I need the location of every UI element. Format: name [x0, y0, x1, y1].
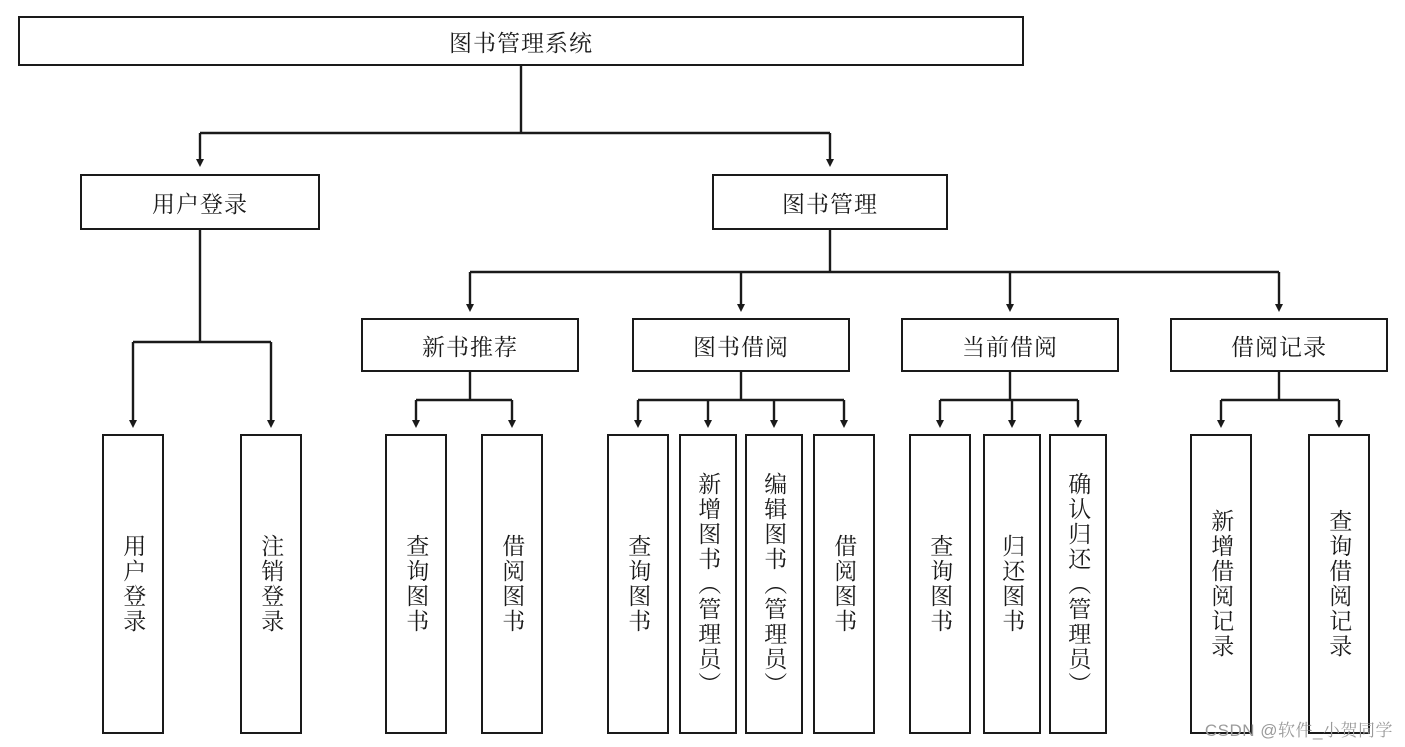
node-book-manage-label: 图书管理 [782, 190, 878, 217]
node-leaf-confirm-return-label: 确认归还（管理员） [1065, 471, 1092, 697]
node-leaf-borrow-book-1-label: 借阅图书 [499, 534, 526, 634]
node-leaf-logout[interactable] [240, 434, 302, 734]
node-leaf-query-record-label: 查询借阅记录 [1326, 509, 1353, 659]
node-root[interactable] [18, 16, 1024, 66]
node-leaf-confirm-return[interactable] [1049, 434, 1107, 734]
node-user-login[interactable] [80, 174, 320, 230]
node-leaf-query-book-3-label: 查询图书 [927, 534, 954, 634]
node-borrow-record[interactable] [1170, 318, 1388, 372]
node-leaf-borrow-book-1[interactable] [481, 434, 543, 734]
node-leaf-query-book-1[interactable] [385, 434, 447, 734]
node-leaf-edit-book-label: 编辑图书（管理员） [761, 471, 788, 697]
node-leaf-add-book[interactable] [679, 434, 737, 734]
node-new-book-recommend[interactable] [361, 318, 579, 372]
node-current-borrow[interactable] [901, 318, 1119, 372]
node-book-manage[interactable] [712, 174, 948, 230]
node-leaf-add-record-label: 新增借阅记录 [1208, 509, 1235, 659]
node-leaf-borrow-book-2[interactable] [813, 434, 875, 734]
node-leaf-user-login-label: 用户登录 [120, 534, 147, 634]
node-root-label: 图书管理系统 [449, 29, 593, 56]
node-leaf-add-book-label: 新增图书（管理员） [695, 471, 722, 697]
node-new-book-recommend-label: 新书推荐 [422, 333, 518, 360]
node-leaf-return-book-label: 归还图书 [999, 534, 1026, 634]
node-current-borrow-label: 当前借阅 [962, 333, 1058, 360]
node-leaf-query-book-2-label: 查询图书 [625, 534, 652, 634]
node-leaf-user-login[interactable] [102, 434, 164, 734]
node-leaf-query-book-2[interactable] [607, 434, 669, 734]
watermark-text: CSDN @软件_小贺同学 [1204, 721, 1393, 740]
node-leaf-logout-label: 注销登录 [258, 534, 285, 634]
node-leaf-query-book-1-label: 查询图书 [403, 534, 430, 634]
node-leaf-edit-book[interactable] [745, 434, 803, 734]
node-leaf-return-book[interactable] [983, 434, 1041, 734]
node-borrow-record-label: 借阅记录 [1231, 333, 1327, 360]
node-user-login-label: 用户登录 [152, 190, 248, 217]
node-leaf-borrow-book-2-label: 借阅图书 [831, 534, 858, 634]
node-leaf-query-record[interactable] [1308, 434, 1370, 734]
node-book-borrow[interactable] [632, 318, 850, 372]
node-book-borrow-label: 图书借阅 [693, 333, 789, 360]
node-leaf-query-book-3[interactable] [909, 434, 971, 734]
node-leaf-add-record[interactable] [1190, 434, 1252, 734]
